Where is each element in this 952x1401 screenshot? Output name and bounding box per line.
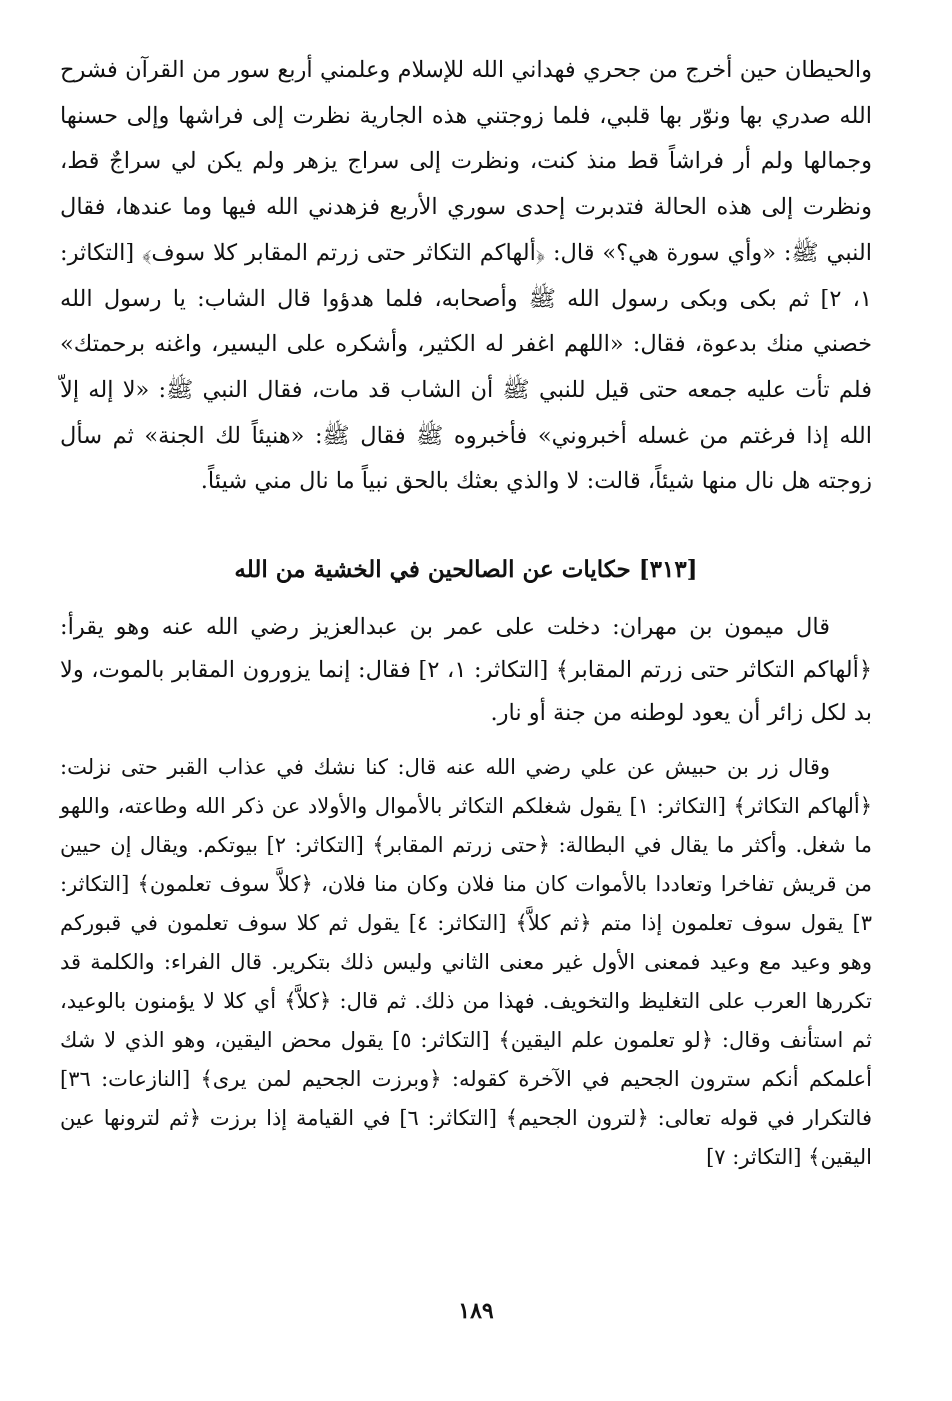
paragraph-zirr: وقال زر بن حبيش عن علي رضي الله عنه قال: كنا نشك في عذاب القبر حتى نزلت: ﴿ألهاكم التكاثر﴾ [التكاثر: ١] يقول شغلكم التكاثر بالأموال والأولاد عن ذكر الله وطاعته، واللهو ما شغل. وأكثر ما يقال في البطالة: ﴿حتى زرتم المقابر﴾ [التكاثر: ٢] بيوتكم. ويقال إن حيين من قريش تفاخرا وتعاددا بالأموات كان منا فلان وكان منا فلان، ﴿كلاَّ سوف تعلمون﴾ [التكاثر: ٣] يقول سوف تعلمون إذا متم ﴿ثم كلاَّ﴾ [التكاثر: ٤] يقول ثم كلا سوف تعلمون في قبوركم وهو وعيد مع وعيد فمعنى الأول غير معنى الثاني وليس ذلك بتكرير. قال الفراء: والكلمة قد تكررها العرب على التغليظ والتخويف. فهذا من ذلك. ثم قال: ﴿كلاَّ﴾ أي كلا لا يؤمنون بالوعيد، ثم استأنف وقال: ﴿لو تعلمون علم اليقين﴾ [التكاثر: ٥] يقول محض اليقين، وهو الذي لا شك أعلمكم أنكم سترون الجحيم في الآخرة كقوله: ﴿وبرزت الجحيم لمن يرى﴾ [النازعات: ٣٦] فالتكرار في قوله تعالى: ﴿لترون الجحيم﴾ [التكاثر: ٦] في القيامة إذا برزت ﴿ثم لترونها عين اليقين﴾ [التكاثر: ٧]	[60, 755, 873, 1169]
paragraph-story-ending: والحيطان حين أخرج من جحري فهداني الله للإسلام وعلمني أربع سور من القرآن فشرح الله صدري بها ونوّر بها قلبي، فلما زوجتني هذه الجارية نظرت إلى فراشها وإلى حسنها وجمالها ولم أر فراشاً قط منذ كنت، ونظرت إلى سراج يزهر ولم يكن لي سراجٌ قط، ونظرت إلى هذه الحالة فتدبرت إحدى سوري الأربع فزهدني الله فيها وما عندها، فقال النبي ﷺ: «وأي سورة هي؟» قال: ﴿ألهاكم التكاثر حتى زرتم المقابر كلا سوف﴾ [التكاثر: ١، ٢] ثم بكى وبكى رسول الله ﷺ وأصحابه، فلما هدؤوا قال الشاب: يا رسول الله خصني منك بدعوة، فقال: «اللهم اغفر له الكثير، وأشكره على اليسير، واغنه برحمتك» فلم تأت عليه جمعه حتى قيل للنبي ﷺ أن الشاب قد مات، فقال النبي ﷺ: «لا إله إلاّ الله إذا فرغتم من غسله أخبروني» فأخبروه ﷺ فقال ﷺ: «هنيئاً لك الجنة» ثم سأل زوجته هل نال منها شيئاً، قالت: لا والذي بعثك بالحق نبياً ما نال مني شيئاً.	[60, 57, 872, 495]
paragraph-maymun: قال ميمون بن مهران: دخلت على عمر بن عبدالعزيز رضي الله عنه وهو يقرأ: ﴿ألهاكم التكاثر حتى زرتم المقابر﴾ [التكاثر: ١، ٢] فقال: إنما يزورون المقابر بالموت، ولا بد لكل زائر أن يعود لوطنه من جنة أو نار.	[60, 614, 873, 726]
section-heading: [٣١٣] حكايات عن الصالحين في الخشية من الله	[234, 556, 698, 583]
page-number: ١٨٩	[458, 1298, 494, 1324]
